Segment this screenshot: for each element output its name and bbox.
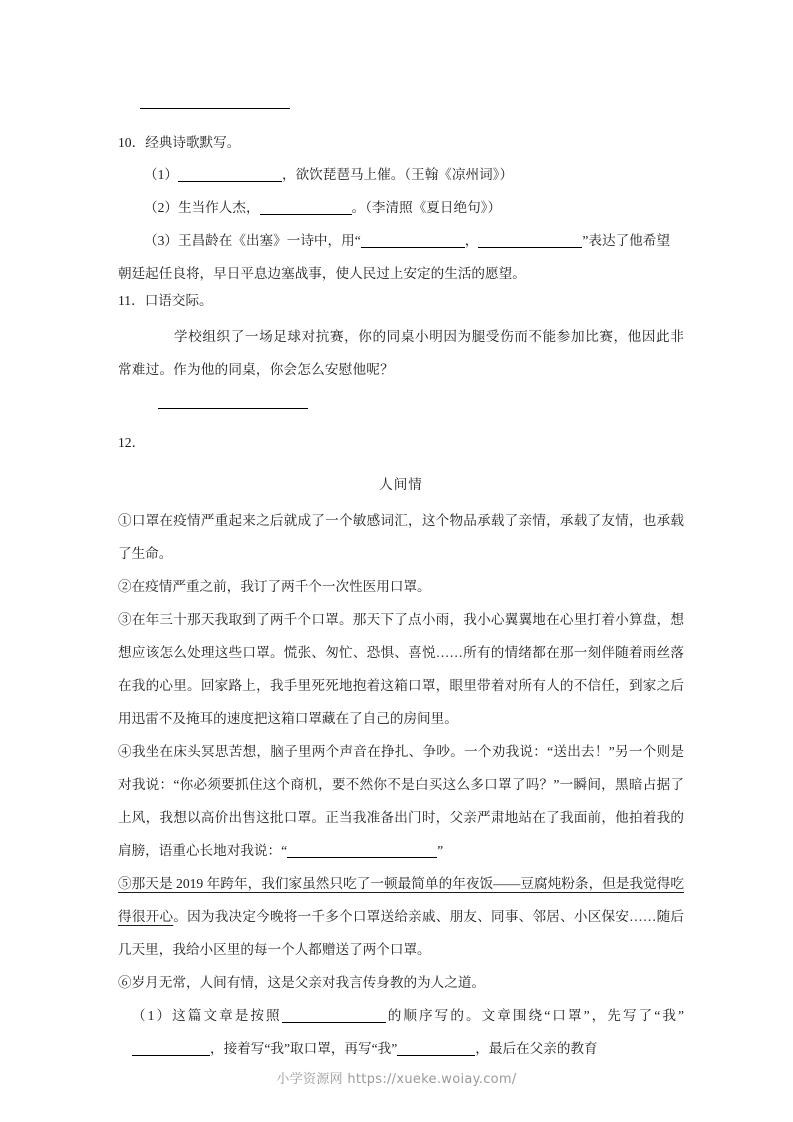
site-watermark: 小学资源网 https://xueke.woiay.com/: [276, 1072, 517, 1087]
item-label-1: （1）: [144, 167, 178, 182]
question-11-heading: [118, 286, 684, 316]
fill-blank-10-3b[interactable]: [478, 233, 582, 248]
paragraph-marker-2: ②: [118, 579, 132, 594]
paragraph-text-4-after-blank: ”: [437, 843, 444, 858]
answer-line-q11: [118, 408, 684, 409]
paragraph-text-3: 在年三十那天我取到了两千个口罩。那天下了点小雨，我小心翼翼地在心里打着小算盘，想想应该怎么处理这些口罩。慌张、匆忙、恐惧、喜悦……所有的情绪都在那一刻伴随着雨丝落在我的心里。回家路上，我手里死死地抱着这箱口罩，眼里带着对所有人的不信任，到家之后用迅雷不及掩耳的速度把这箱口罩藏在了自己的房间里。: [118, 612, 684, 726]
question-10-title: 经典诗歌默写。: [145, 135, 241, 150]
question-10: [118, 128, 684, 290]
article-paragraph-3: [118, 603, 684, 735]
question-12-sub-1: [118, 999, 684, 1065]
paragraph-marker-5: ⑤: [118, 876, 132, 891]
item-text-1: ，欲饮琵琶马上催。（王翰《凉州词》）: [281, 167, 514, 182]
sub-question-seg1: 这篇文章是按照: [172, 1008, 282, 1023]
item-label-2: （2）: [144, 200, 178, 215]
fill-blank-10-1[interactable]: [178, 167, 282, 182]
question-12-number: 12．: [118, 435, 146, 450]
answer-rule: [158, 408, 308, 409]
sub-question-seg4: ，最后在父亲的教育: [475, 1041, 598, 1056]
question-10-number: 10．: [118, 135, 146, 150]
article-paragraph-6: [118, 966, 684, 999]
paragraph-text-6: 岁月无常，人间有情，这是父亲对我言传身教的为人之道。: [131, 975, 486, 990]
item-text-3-middle: ，: [464, 233, 479, 248]
fill-blank-10-2[interactable]: [260, 200, 352, 215]
paragraph-text-5: 。因为我决定今晚将一千多个口罩送给亲戚、朋友、同事、邻居、小区保安……随后几天里，我给小区里的每一个人都赠送了两个口罩。: [118, 909, 685, 957]
answer-line-q9: [140, 108, 290, 109]
question-10-item-1: [118, 158, 684, 191]
paragraph-marker-3: ③: [118, 612, 132, 627]
paragraph-text-2: 在疫情严重之前，我订了两千个一次性医用口罩。: [131, 579, 431, 594]
item-text-2-before: 生当作人杰，: [177, 200, 260, 215]
article-paragraph-1: [118, 504, 684, 570]
paragraph-text-5-underlined: 那天是 2019 年跨年，我们家虽然只吃了一顿最简单的年夜饭——豆腐炖粉条，但是我觉得吃得很开心: [118, 876, 685, 924]
question-10-item-3: [118, 224, 684, 257]
fill-blank-10-3a[interactable]: [361, 233, 465, 248]
paragraph-text-4-before-blank: 我坐在床头冥思苦想，脑子里两个声音在挣扎、争吵。一个劝我说：“送出去！”另一个则是对我说：“你必须要抓住这个商机，要不然你不是白买这么多口罩了吗？”一瞬间，黑暗占据了上风，我想以高价出售这批口罩。正当我准备出门时，父亲严肃地站在了我面前，他拍着我的肩膀，语重心长地对我说：“: [118, 744, 684, 858]
sub-question-seg2: 的顺序写的。文章围绕“口罩”，先写了“我”: [385, 1008, 685, 1023]
paragraph-text-1: 口罩在疫情严重起来之后就成了一个敏感词汇，这个物品承载了亲情，承载了友情，也承载了生命。: [118, 513, 684, 561]
fill-blank-12-father-words[interactable]: [287, 843, 437, 858]
article-paragraph-5: [118, 867, 684, 966]
item-text-3-after: ”表达了他希望: [582, 233, 670, 248]
question-10-heading: [118, 128, 684, 158]
paragraph-marker-6: ⑥: [118, 975, 132, 990]
question-11-prompt: 学校组织了一场足球对抗赛，你的同桌小明因为腿受伤而不能参加比赛，他因此非常难过。作为他的同桌，你会怎么安慰他呢？: [118, 329, 684, 377]
question-10-item-2: [118, 191, 684, 224]
item-text-3-before: 王昌龄在《出塞》一诗中，用“: [177, 233, 361, 248]
question-10-item-3-continuation: 朝廷起任良将，早日平息边塞战事，使人民过上安定的生活的愿望。: [118, 266, 526, 281]
article-title: 人间情: [379, 477, 423, 492]
question-11-title: 口语交际。: [144, 293, 213, 308]
question-11: [118, 286, 684, 409]
sub-question-seg3: ，接着写“我”取口罩，再写“我”: [210, 1041, 398, 1056]
paragraph-marker-1: ①: [118, 513, 132, 528]
fill-blank-12-1c[interactable]: [397, 1041, 475, 1056]
fill-blank-12-1b[interactable]: [132, 1041, 210, 1056]
question-12-heading: [118, 428, 684, 458]
item-text-2-after: 。（李清照《夏日绝句》）: [351, 200, 502, 215]
fill-blank-12-1a[interactable]: [282, 1008, 386, 1023]
paragraph-marker-4: ④: [118, 744, 132, 759]
question-12: [118, 428, 684, 1065]
sub-question-label-1: （1）: [132, 1008, 173, 1023]
article-paragraph-2: [118, 570, 684, 603]
answer-rule: [140, 108, 290, 109]
article-paragraph-4: [118, 735, 684, 867]
item-label-3: （3）: [144, 233, 178, 248]
question-11-number: 11．: [118, 293, 145, 308]
